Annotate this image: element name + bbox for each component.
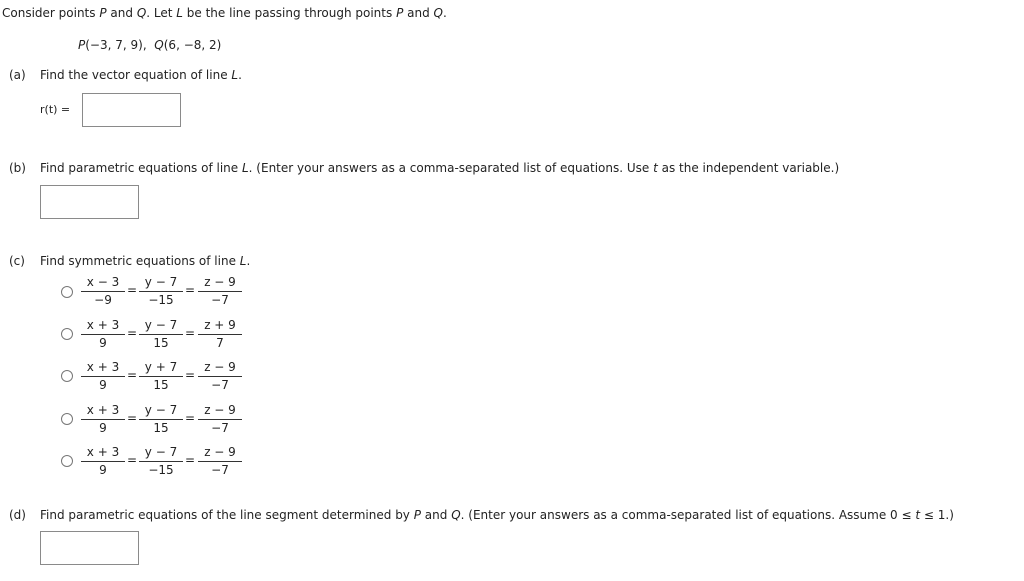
- denominator-x: −9: [94, 293, 112, 307]
- fraction-z: [198, 445, 242, 478]
- numerator-z: z + 9: [204, 318, 236, 332]
- option-radio[interactable]: [61, 370, 73, 382]
- denominator-y: 15: [153, 378, 169, 392]
- part-d-and: and: [420, 508, 452, 522]
- part-b-text3: as the independent variable.): [657, 161, 840, 175]
- vector-equation-input[interactable]: [82, 93, 181, 127]
- equals-sign: =: [184, 453, 196, 467]
- part-c-question: [40, 254, 250, 268]
- equals-sign: =: [184, 368, 196, 382]
- fraction-bar: [198, 376, 242, 377]
- part-d-label: (d): [9, 508, 26, 522]
- numerator-z: z − 9: [204, 275, 236, 289]
- point-q-label: Q: [136, 6, 147, 20]
- numerator-y: y − 7: [144, 318, 178, 332]
- t-variable: t: [653, 161, 658, 175]
- equals-sign: =: [126, 368, 138, 382]
- intro-text-post: be the line passing through points: [182, 6, 397, 20]
- fraction-bar: [81, 419, 125, 420]
- fraction-x: [81, 318, 125, 351]
- line-label: L: [239, 254, 247, 268]
- intro-and: and: [403, 6, 434, 20]
- denominator-z: −7: [211, 421, 229, 435]
- point-p-label: P: [413, 508, 421, 522]
- equals-sign: =: [184, 411, 196, 425]
- option-radio[interactable]: [61, 286, 73, 298]
- part-d-question: [40, 508, 954, 522]
- t-variable: t: [915, 508, 921, 522]
- fraction-bar: [198, 334, 242, 335]
- numerator-z: z − 9: [204, 403, 236, 417]
- fraction-y: [139, 445, 183, 478]
- line-label: L: [231, 68, 239, 82]
- option-radio[interactable]: [61, 328, 73, 340]
- fraction-x: [81, 445, 125, 478]
- point-q-name: Q: [154, 38, 164, 52]
- numerator-x: x + 3: [86, 360, 120, 374]
- intro-text-mid: . Let: [146, 6, 177, 20]
- fraction-x: [81, 403, 125, 436]
- fraction-y: [139, 403, 183, 436]
- numerator-x: x + 3: [86, 403, 120, 417]
- equals-sign: =: [184, 283, 196, 297]
- fraction-y: [139, 318, 183, 351]
- parametric-equations-input[interactable]: [40, 185, 139, 219]
- part-b-text: Find parametric equations of line: [40, 161, 242, 175]
- fraction-bar: [81, 334, 125, 335]
- part-d-text2: . (Enter your answers as a comma-separated list of equations. Assume 0 ≤: [460, 508, 916, 522]
- point-q-label: Q: [433, 6, 443, 20]
- intro-and: and: [106, 6, 137, 20]
- denominator-x: 9: [99, 463, 107, 477]
- fraction-x: [81, 360, 125, 393]
- intro-end: .: [442, 6, 447, 20]
- part-c-text: Find symmetric equations of line: [40, 254, 240, 268]
- part-b-question: [40, 161, 839, 175]
- part-a-end: .: [238, 68, 242, 82]
- problem-statement: [2, 6, 447, 20]
- points-given: [78, 38, 221, 52]
- numerator-x: x + 3: [86, 445, 120, 459]
- fraction-z: [198, 318, 242, 351]
- line-label: L: [176, 6, 183, 20]
- part-c-end: .: [246, 254, 251, 268]
- denominator-y: −15: [148, 293, 174, 307]
- fraction-bar: [139, 291, 183, 292]
- part-c-label: (c): [9, 254, 25, 268]
- point-p-label: P: [396, 6, 404, 20]
- numerator-z: z − 9: [204, 360, 236, 374]
- numerator-y: y − 7: [144, 403, 178, 417]
- option-radio[interactable]: [61, 413, 73, 425]
- part-b-text2: . (Enter your answers as a comma-separated list of equations. Use: [248, 161, 654, 175]
- part-d-text: Find parametric equations of the line segment determined by: [40, 508, 414, 522]
- fraction-y: [139, 360, 183, 393]
- equals-sign: =: [126, 411, 138, 425]
- part-a-question: [40, 68, 242, 82]
- vector-equation-label: r(t) =: [40, 103, 71, 116]
- denominator-z: −7: [211, 378, 229, 392]
- numerator-y: y − 7: [144, 275, 178, 289]
- denominator-y: 15: [153, 421, 169, 435]
- fraction-z: [198, 275, 242, 308]
- numerator-y: y − 7: [144, 445, 178, 459]
- denominator-x: 9: [99, 421, 107, 435]
- fraction-z: [198, 403, 242, 436]
- denominator-z: 7: [216, 336, 224, 350]
- fraction-bar: [198, 419, 242, 420]
- point-p-coords: (−3, 7, 9),: [85, 38, 147, 52]
- fraction-bar: [81, 291, 125, 292]
- equals-sign: =: [126, 283, 138, 297]
- point-p-name: P: [78, 38, 86, 52]
- denominator-x: 9: [99, 336, 107, 350]
- fraction-y: [139, 275, 183, 308]
- denominator-z: −7: [211, 463, 229, 477]
- denominator-x: 9: [99, 378, 107, 392]
- fraction-bar: [198, 461, 242, 462]
- point-q-coords: (6, −8, 2): [163, 38, 222, 52]
- equals-sign: =: [184, 326, 196, 340]
- fraction-bar: [139, 334, 183, 335]
- denominator-y: −15: [148, 463, 174, 477]
- denominator-y: 15: [153, 336, 169, 350]
- option-radio[interactable]: [61, 455, 73, 467]
- fraction-x: [81, 275, 125, 308]
- point-p-label: P: [99, 6, 107, 20]
- point-q-label: Q: [451, 508, 461, 522]
- part-a-text: Find the vector equation of line: [40, 68, 232, 82]
- denominator-z: −7: [211, 293, 229, 307]
- numerator-z: z − 9: [204, 445, 236, 459]
- numerator-x: x + 3: [86, 318, 120, 332]
- fraction-z: [198, 360, 242, 393]
- numerator-y: y + 7: [144, 360, 178, 374]
- intro-text: Consider points: [2, 6, 100, 20]
- fraction-bar: [139, 376, 183, 377]
- equals-sign: =: [126, 326, 138, 340]
- line-label: L: [241, 161, 249, 175]
- part-d-text3: ≤ 1.): [920, 508, 954, 522]
- fraction-bar: [139, 419, 183, 420]
- equals-sign: =: [126, 453, 138, 467]
- part-b-label: (b): [9, 161, 26, 175]
- fraction-bar: [139, 461, 183, 462]
- fraction-bar: [81, 461, 125, 462]
- fraction-bar: [81, 376, 125, 377]
- numerator-x: x − 3: [86, 275, 120, 289]
- fraction-bar: [198, 291, 242, 292]
- segment-equations-input[interactable]: [40, 531, 139, 565]
- part-a-label: (a): [9, 68, 26, 82]
